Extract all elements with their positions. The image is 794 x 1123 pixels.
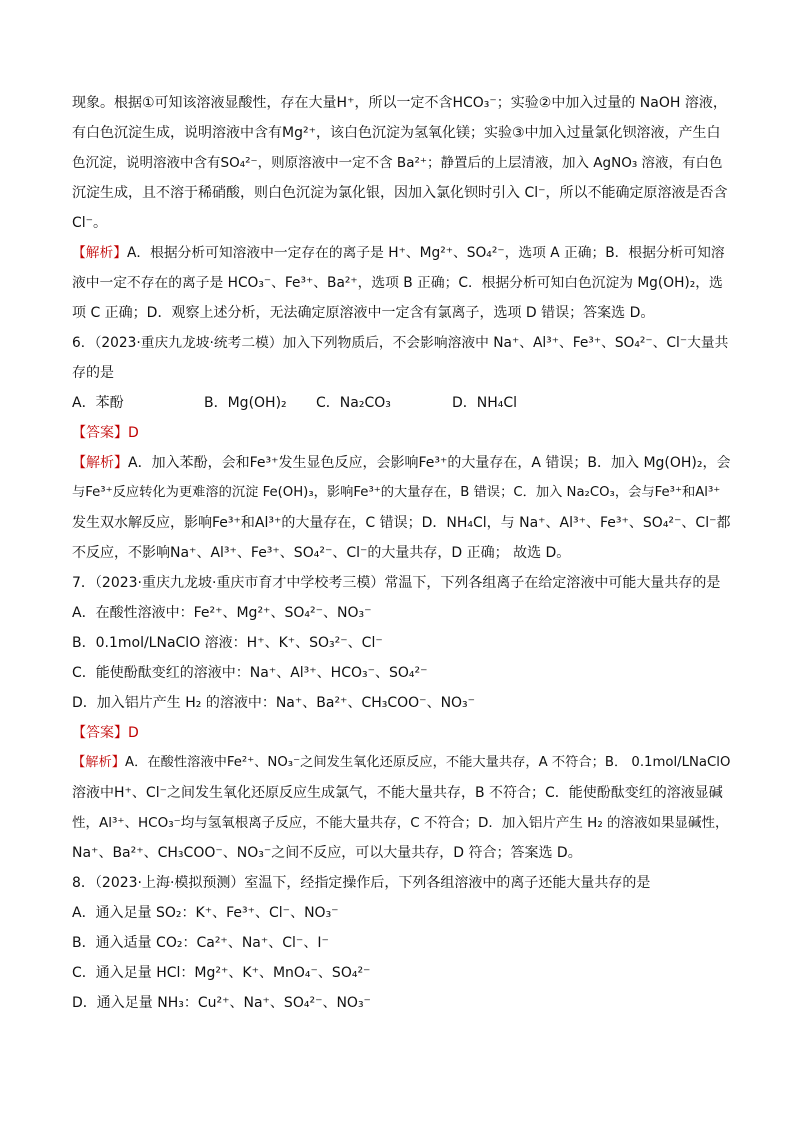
option-a: A．在酸性溶液中：Fe²⁺、Mg²⁺、SO₄²⁻、NO₃⁻ — [72, 605, 372, 621]
text-line: 色沉淀，说明溶液中含有SO₄²⁻，则原溶液中一定不含 Ba²⁺；静置后的上层清液，加入 AgNO₃ 溶液，有白色 — [72, 155, 723, 171]
analysis-line: 不反应，不影响Na⁺、Al³⁺、Fe³⁺、SO₄²⁻、Cl⁻的大量共存，D 正确； 故选 D。 — [72, 545, 571, 561]
analysis-line — [72, 238, 732, 268]
option-d: D．加入铝片产生 H₂ 的溶液中：Na⁺、Ba²⁺、CH₃COO⁻、NO₃⁻ — [72, 695, 476, 711]
text-line: 有白色沉淀生成，说明溶液中含有Mg²⁺，该白色沉淀为氢氧化镁；实验③中加入过量氯化钡溶液，产生白 — [72, 125, 721, 141]
option-d: D．通入足量 NH₃：Cu²⁺、Na⁺、SO₄²⁻、NO₃⁻ — [72, 995, 371, 1011]
answer-line — [72, 418, 732, 448]
analysis-line: 性，Al³⁺、HCO₃⁻均与氢氧根离子反应，不能大量共存，C 不符合；D．加入铝片产生 H₂ 的溶液如果显碱性， — [72, 815, 729, 831]
question-stem: 6．（2023·重庆九龙坡·统考二模）加入下列物质后，不会影响溶液中 Na⁺、Al³⁺、Fe³⁺、SO₄²⁻、Cl⁻大量共 — [72, 335, 729, 351]
analysis-line: 项 C 正确；D．观察上述分析，无法确定原溶液中一定含有氯离子，选项 D 错误；答案选 D。 — [72, 305, 655, 321]
analysis-text: A．在酸性溶液中Fe²⁺、NO₃⁻之间发生氧化还原反应，不能大量共存，A 不符合；B． 0.1mol/LNaClO — [125, 755, 731, 770]
analysis-line — [72, 448, 732, 478]
option-b: B．Mg(OH)₂ — [204, 395, 287, 411]
analysis-text: A．根据分析可知溶液中一定存在的离子是 H⁺、Mg²⁺、SO₄²⁻，选项 A 正确；B．根据分析可知溶 — [127, 245, 725, 261]
analysis-line: 发生双水解反应，影响Fe³⁺和Al³⁺的大量存在，C 错误；D．NH₄Cl，与 Na⁺、Al³⁺、Fe³⁺、SO₄²⁻、Cl⁻都 — [72, 515, 731, 531]
analysis-line: 液中一定不存在的离子是 HCO₃⁻、Fe³⁺、Ba²⁺，选项 B 正确；C．根据分析可知白色沉淀为 Mg(OH)₂，选 — [72, 275, 723, 291]
analysis-text: A．加入苯酚，会和Fe³⁺发生显色反应，会影响Fe³⁺的大量存在，A 错误；B．加入 Mg(OH)₂，会 — [128, 455, 731, 471]
option-b: B．通入适量 CO₂：Ca²⁺、Na⁺、Cl⁻、I⁻ — [72, 935, 329, 951]
analysis-line: 与Fe³⁺反应转化为更难溶的沉淀 Fe(OH)₃，影响Fe³⁺的大量存在，B 错误；C．加入 Na₂CO₃，会与Fe³⁺和Al³⁺ — [72, 485, 721, 500]
answer-tag: 【答案】 — [72, 725, 128, 741]
option-b: B．0.1mol/LNaClO 溶液：H⁺、K⁺、SO₃²⁻、Cl⁻ — [72, 635, 383, 651]
option-a: A．苯酚 — [72, 395, 124, 411]
text-line: 沉淀生成，且不溶于稀硝酸，则白色沉淀为氯化银，因加入氯化钡时引入 Cl⁻，所以不能确定原溶液是否含 — [72, 185, 728, 201]
option-c: C．能使酚酞变红的溶液中：Na⁺、Al³⁺、HCO₃⁻、SO₄²⁻ — [72, 665, 428, 681]
option-c: C．Na₂CO₃ — [316, 395, 391, 411]
option-row — [72, 388, 732, 418]
answer-tag: 【答案】 — [72, 425, 128, 441]
text-line: Cl⁻。 — [72, 215, 108, 231]
analysis-line: 溶液中H⁺、Cl⁻之间发生氧化还原反应生成氯气，不能大量共存，B 不符合；C．能使酚酞变红的溶液显碱 — [72, 785, 723, 801]
analysis-tag: 【解析】 — [72, 455, 128, 471]
question-stem: 8．（2023·上海·模拟预测）室温下，经指定操作后，下列各组溶液中的离子还能大量共存的是 — [72, 875, 651, 891]
analysis-tag: 【解析】 — [72, 755, 126, 770]
option-d: D．NH₄Cl — [452, 395, 518, 411]
answer-line — [72, 718, 732, 748]
analysis-line: Na⁺、Ba²⁺、CH₃COO⁻、NO₃⁻之间不反应，可以大量共存，D 符合；答案选 D。 — [72, 845, 582, 861]
answer-value: D — [128, 425, 139, 441]
option-a: A．通入足量 SO₂：K⁺、Fe³⁺、Cl⁻、NO₃⁻ — [72, 905, 339, 921]
question-stem: 存的是 — [72, 365, 114, 381]
question-stem: 7．（2023·重庆九龙坡·重庆市育才中学校考三模）常温下，下列各组离子在给定溶液中可能大量共存的是 — [72, 575, 721, 591]
option-c: C．通入足量 HCl：Mg²⁺、K⁺、MnO₄⁻、SO₄²⁻ — [72, 965, 371, 981]
document-page — [72, 88, 732, 1018]
analysis-tag: 【解析】 — [72, 245, 128, 261]
analysis-line — [72, 748, 732, 778]
text-line: 现象。根据①可知该溶液显酸性，存在大量H⁺，所以一定不含HCO₃⁻；实验②中加入过量的 NaOH 溶液， — [72, 95, 727, 111]
answer-value: D — [128, 725, 139, 741]
